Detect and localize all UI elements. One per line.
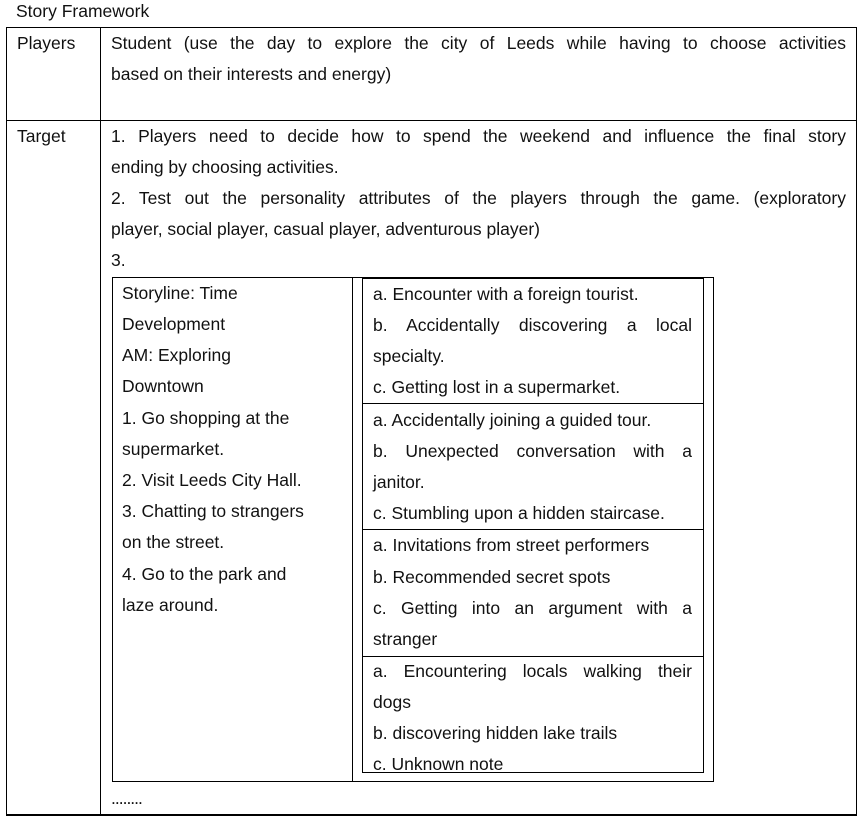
- events-border-right: [703, 277, 704, 773]
- target-item2-line2: player, social player, casual player, adventurous player): [111, 219, 540, 239]
- storyline-line: Downtown: [122, 376, 204, 396]
- target-item2-line1: 2. Test out the personality attributes of the players through the game. (exploratory: [111, 188, 846, 208]
- storyline-line: laze around.: [122, 595, 219, 615]
- event-line: specialty.: [373, 346, 445, 366]
- event-line: b. Recommended secret spots: [373, 567, 611, 587]
- target-item3: 3.: [111, 250, 126, 270]
- event-line: b. discovering hidden lake trails: [373, 723, 618, 743]
- row-label-target: Target: [17, 126, 66, 146]
- target-item1-line1: 1. Players need to decide how to spend the weekend and influence the final story: [111, 126, 846, 146]
- event-line: c. Getting into an argument with a: [373, 598, 692, 618]
- storyline-line: 2. Visit Leeds City Hall.: [122, 470, 302, 490]
- storyline-line: 1. Go shopping at the: [122, 408, 290, 428]
- table-border-bottom: [6, 814, 857, 816]
- event-line: b. Unexpected conversation with a: [373, 441, 692, 461]
- inner-border-left: [112, 277, 113, 782]
- storyline-line: AM: Exploring: [122, 345, 231, 365]
- table-border-right: [856, 27, 857, 816]
- storyline-line: supermarket.: [122, 439, 225, 459]
- players-description-line2: based on their interests and energy): [111, 64, 392, 84]
- inner-border-right: [713, 277, 714, 782]
- event-line: stranger: [373, 629, 438, 649]
- storyline-line: Storyline: Time: [122, 283, 238, 303]
- event-line: c. Getting lost in a supermarket.: [373, 377, 621, 397]
- storyline-line: 4. Go to the park and: [122, 564, 287, 584]
- players-description-line1: Student (use the day to explore the city of Leeds while having to choose activities: [111, 33, 846, 53]
- target-item1-line2: ending by choosing activities.: [111, 157, 339, 177]
- inner-column-divider: [352, 277, 353, 782]
- events-divider-1: [362, 403, 704, 404]
- inner-border-bottom: [112, 781, 714, 782]
- event-line: c. Stumbling upon a hidden staircase.: [373, 503, 665, 523]
- ellipsis: ........: [111, 788, 142, 808]
- event-line: a. Encounter with a foreign tourist.: [373, 284, 639, 304]
- event-line: dogs: [373, 692, 411, 712]
- event-line: b. Accidentally discovering a local: [373, 315, 692, 335]
- event-line: a. Accidentally joining a guided tour.: [373, 410, 652, 430]
- storyline-line: Development: [122, 314, 226, 334]
- event-line: janitor.: [373, 472, 425, 492]
- document-title: Story Framework: [16, 1, 150, 21]
- event-line: a. Encountering locals walking their: [373, 661, 692, 681]
- events-border-left: [362, 277, 363, 773]
- storyline-line: 3. Chatting to strangers: [122, 501, 304, 521]
- event-line: a. Invitations from street performers: [373, 535, 650, 555]
- storyline-line: on the street.: [122, 532, 225, 552]
- column-divider: [100, 27, 101, 816]
- row-label-players: Players: [17, 33, 76, 53]
- event-line: c. Unknown note: [373, 754, 504, 774]
- table-border-left: [6, 27, 7, 816]
